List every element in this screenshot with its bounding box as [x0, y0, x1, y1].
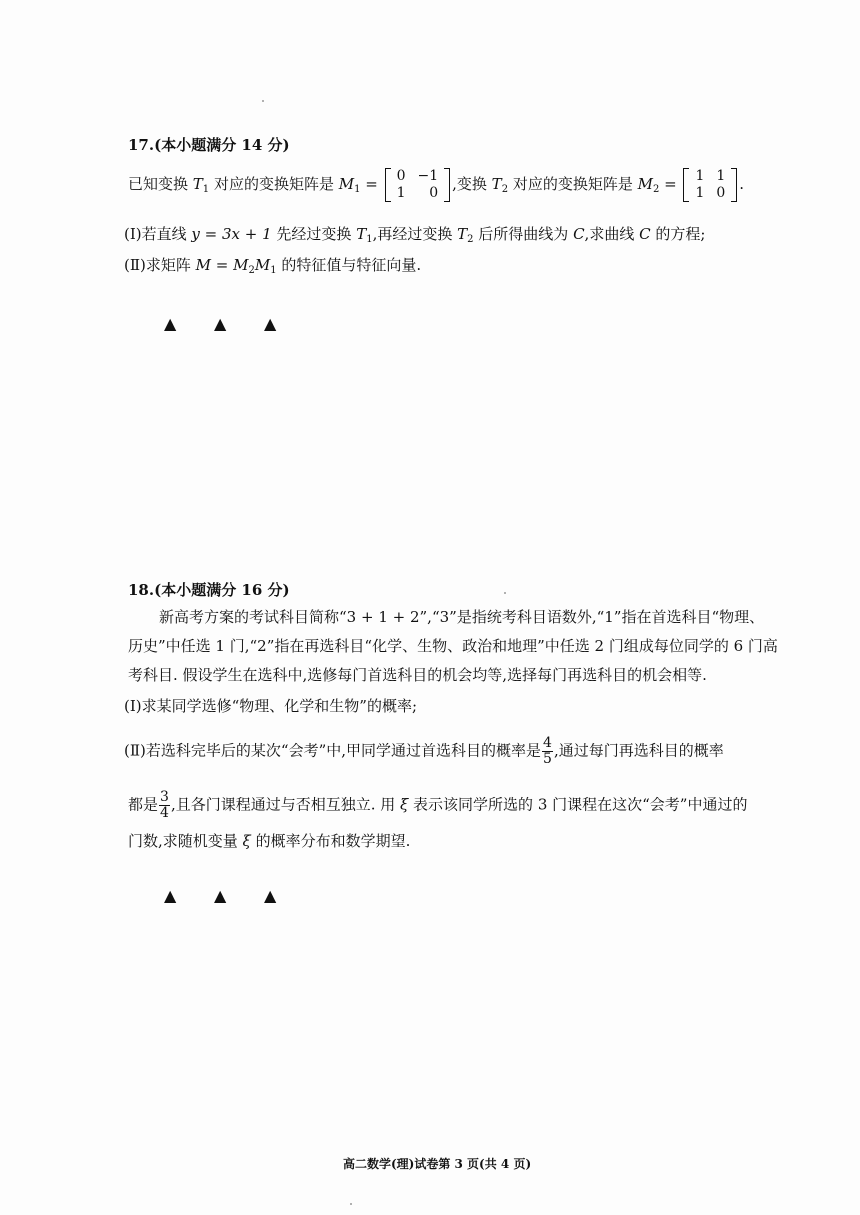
- q18-line6: 门数,求随机变量 ξ 的概率分布和数学期望.: [128, 832, 411, 850]
- q17-part2: (Ⅱ)求矩阵 $M = M_2M_1$ 的特征值与特征向量.: [124, 256, 422, 276]
- q17-title: 17.(本小题满分 14 分): [128, 136, 290, 154]
- triangle-icon: ▲: [164, 314, 177, 333]
- q18-line3: 考科目. 假设学生在选科中,选修每门首选科目的机会均等,选择每门再选科目的机会相等.: [128, 666, 707, 684]
- scan-speck: [504, 592, 506, 594]
- answer-area-marks: [164, 314, 314, 333]
- q18-line5: 都是 $\frac{3}{4}$ ,且各门课程通过与否相互独立. 用 ξ 表示该同学所选的 3 门课程在这次“会考”中通过的: [128, 789, 748, 821]
- q18-part1: (Ⅰ)求某同学选修“物理、化学和生物”的概率;: [124, 697, 418, 715]
- q17-intro: 已知变换 $T_1$ 对应的变换矩阵是 $M_1$ = 0 −1 1 0 ,变换 $T_2$ 对应的变换矩阵是 $M_2$ = 1 1 1 0 .: [128, 168, 745, 201]
- matrix-m2: 1 1 1 0: [683, 168, 737, 202]
- q17-part1: (Ⅰ)若直线 y = 3x + 1 先经过变换 $T_1$,再经过变换 $T_2$ 后所得曲线为 C,求曲线 C 的方程;: [124, 225, 706, 245]
- matrix-m1: 0 −1 1 0: [385, 168, 451, 202]
- scan-speck: [350, 1203, 352, 1205]
- triangle-icon: ▲: [264, 886, 277, 905]
- fraction-3-4: $\frac{3}{4}$: [160, 789, 169, 821]
- q18-line1: 新高考方案的考试科目简称“3 + 1 + 2”,“3”是指统考科目语数外,“1”指在首选科目“物理、: [159, 608, 765, 626]
- q18-title: 18.(本小题满分 16 分): [128, 581, 290, 599]
- scan-speck: [262, 100, 264, 102]
- triangle-icon: ▲: [214, 886, 227, 905]
- triangle-icon: ▲: [214, 314, 227, 333]
- answer-area-marks: [164, 886, 314, 905]
- q18-part2: (Ⅱ)若选科完毕后的某次“会考”中,甲同学通过首选科目的概率是 $\frac{4}{5}$ ,通过每门再选科目的概率: [124, 735, 724, 767]
- triangle-icon: ▲: [264, 314, 277, 333]
- q18-line2: 历史”中任选 1 门,“2”指在再选科目“化学、生物、政治和地理”中任选 2 门组成每位同学的 6 门高: [128, 637, 778, 655]
- triangle-icon: ▲: [164, 886, 177, 905]
- fraction-4-5: $\frac{4}{5}$: [543, 735, 552, 767]
- page-footer: 高二数学(理)试卷第 3 页(共 4 页): [343, 1157, 532, 1171]
